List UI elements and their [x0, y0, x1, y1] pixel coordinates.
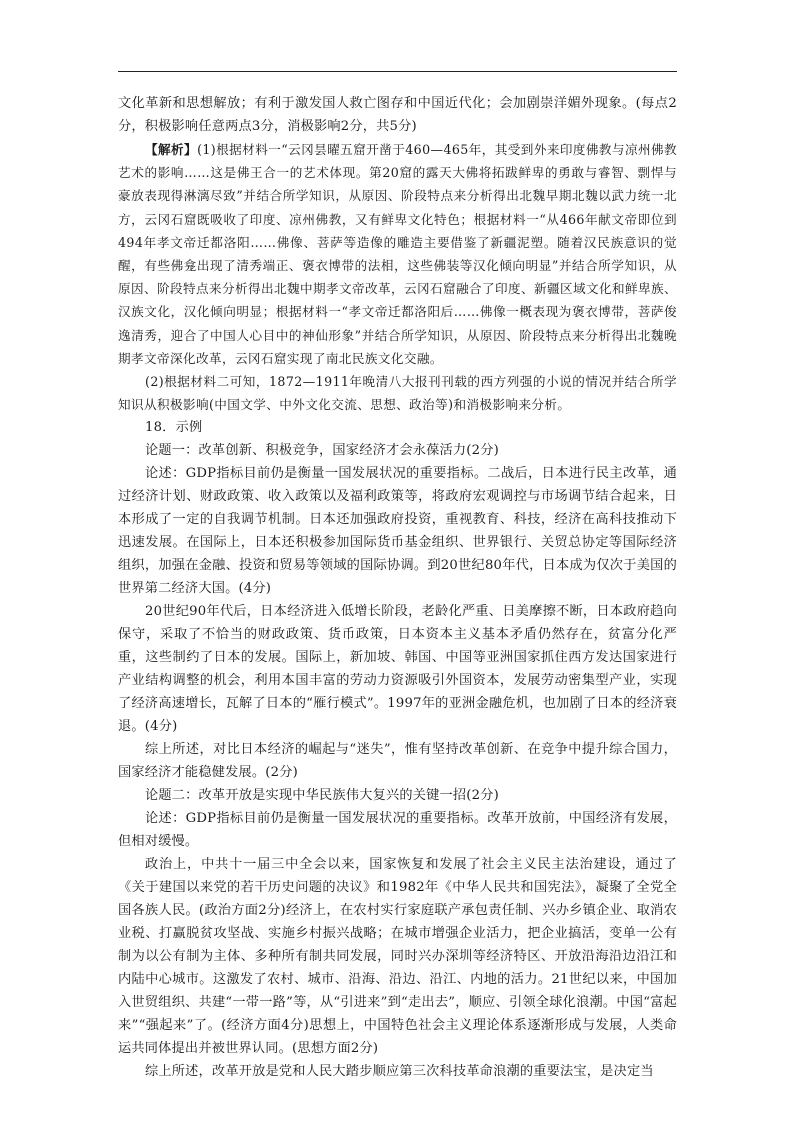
paragraph-8: 综上所述，对比日本经济的崛起与“迷失”，惟有坚持改革创新、在竞争中提升综合国力，国家经济才能稳健发展。(2分): [118, 742, 677, 781]
topic-one: 论题一：改革创新、积极竞争，国家经济才会永葆活力(2分): [145, 443, 499, 459]
analysis-paragraph-2: (2)根据材料二可知，1872—1911年晚清八大报刊刊载的西方列强的小说的情况并结合所学知识从积极影响(中国文学、中外文化交流、思想、政治等)和消极影响来分析。: [118, 374, 677, 413]
analysis-label: 【解析】: [145, 142, 198, 157]
paragraph-11: 政治上，中共十一届三中全会以来，国家恢复和发展了社会主义民主法治建设，通过了《关于建国以来党的若干历史问题的决议》和1982年《中华人民共和国宪法》，凝聚了全党全国各族人民。(政治方面2分)经济上，在农村实行家庭联产承包责任制、兴办乡镇企业、取消农业税、打赢脱贫攻坚战、实施乡村振兴战略；在城市增强企业活力，把企业搞活，变单一公有制为以公有制为主体、多种所有制共同发展，同时兴办深圳等经济特区、开放沿海沿边沿江和内陆中心城市。这激发了农村、城市、沿海、沿边、沿江、内地的活力。21世纪以来，中国加入世贸组织、共建“一带一路”等，从“引进来”到“走出去”，顺应、引领全球化浪潮。中国“富起来”“强起来”了。(经济方面4分)思想上，中国特色社会主义理论体系逐渐形成与发展，人类命运共同体提出并被世界认同。(思想方面2分): [118, 857, 677, 1057]
paragraph-12: 综上所述，改革开放是党和人民大踏步顺应第三次科技革命浪潮的重要法宝，是决定当: [145, 1064, 654, 1080]
paragraph-1: 文化革新和思想解放；有利于激发国人救亡图存和中国近代化；会加剧崇洋媚外现象。(每点2分，积极影响任意两点3分，消极影响2分，共5分): [118, 96, 677, 134]
paragraph-10: 论述：GDP指标目前仍是衡量一国发展状况的重要指标。改革开放前，中国经济有发展，但相对缓慢。: [118, 811, 677, 850]
analysis-text: (1)根据材料一“云冈昙曜五窟开凿于460—465年，其受到外来印度佛教与凉州佛教艺术的影响……这是佛王合一的艺术体现。第20窟的露天大佛将拓跋鲜卑的勇敢与睿智、剽悍与豪放表现得淋漓尽致”并结合所学知识，从原因、阶段特点来分析得出北魏早期北魏以武力统一北方，云冈石窟既吸收了印度、凉州佛教，又有鲜卑文化特色；根据材料一“从466年献文帝即位到494年孝文帝迁都洛阳……佛像、菩萨等造像的雕造主要借鉴了新疆泥塑。随着汉民族意识的觉醒，有些佛龛出现了清秀端正、褒衣博带的法相，这些佛装等汉化倾向明显”并结合所学知识，从原因、阶段特点来分析得出北魏中期孝文帝改革，云冈石窟融合了印度、新疆区域文化和鲜卑族、汉族文化，汉化倾向明显；根据材料一“孝文帝迁都洛阳后……佛像一概表现为褒衣博带，菩萨俊逸清秀，迎合了中国人心目中的神仙形象”并结合所学知识，从原因、阶段特点来分析得出北魏晚期孝文帝深化改革，云冈石窟实现了南北民族文化交融。: [118, 142, 677, 366]
header-rule: [118, 71, 677, 72]
paragraph-7: 20世纪90年代后，日本经济进入低增长阶段，老龄化严重、日美摩擦不断，日本政府趋向保守，采取了不恰当的财政政策、货币政策，日本资本主义基本矛盾仍然存在，贫富分化严重，这些制约了日本的发展。国际上，新加坡、韩国、中国等亚洲国家抓住西方发达国家进行产业结构调整的机会，利用本国丰富的劳动力资源吸引外国资本，发展劳动密集型产业，实现了经济高速增长，瓦解了日本的“雁行模式”。1997年的亚洲金融危机，也加剧了日本的经济衰退。(4分): [118, 604, 677, 735]
analysis-paragraph: [118, 138, 677, 370]
question-number: 18．示例: [145, 420, 203, 436]
document-body: [118, 92, 677, 1083]
paragraph-6: 论述：GDP指标目前仍是衡量一国发展状况的重要指标。二战后，日本进行民主改革，通过经济计划、财政政策、收入政策以及福利政策等，将政府宏观调控与市场调节结合起来，日本形成了一定的自我调节机制。日本还加强政府投资，重视教育、科技，经济在高科技推动下迅速发展。在国际上，日本还积极参加国际货币基金组织、世界银行、关贸总协定等国际经济组织，加强在金融、投资和贸易等领域的国际协调。到20世纪80年代，日本成为仅次于美国的世界第二经济大国。(4分): [118, 466, 677, 597]
topic-two: 论题二：改革开放是实现中华民族伟大复兴的关键一招(2分): [145, 788, 499, 804]
